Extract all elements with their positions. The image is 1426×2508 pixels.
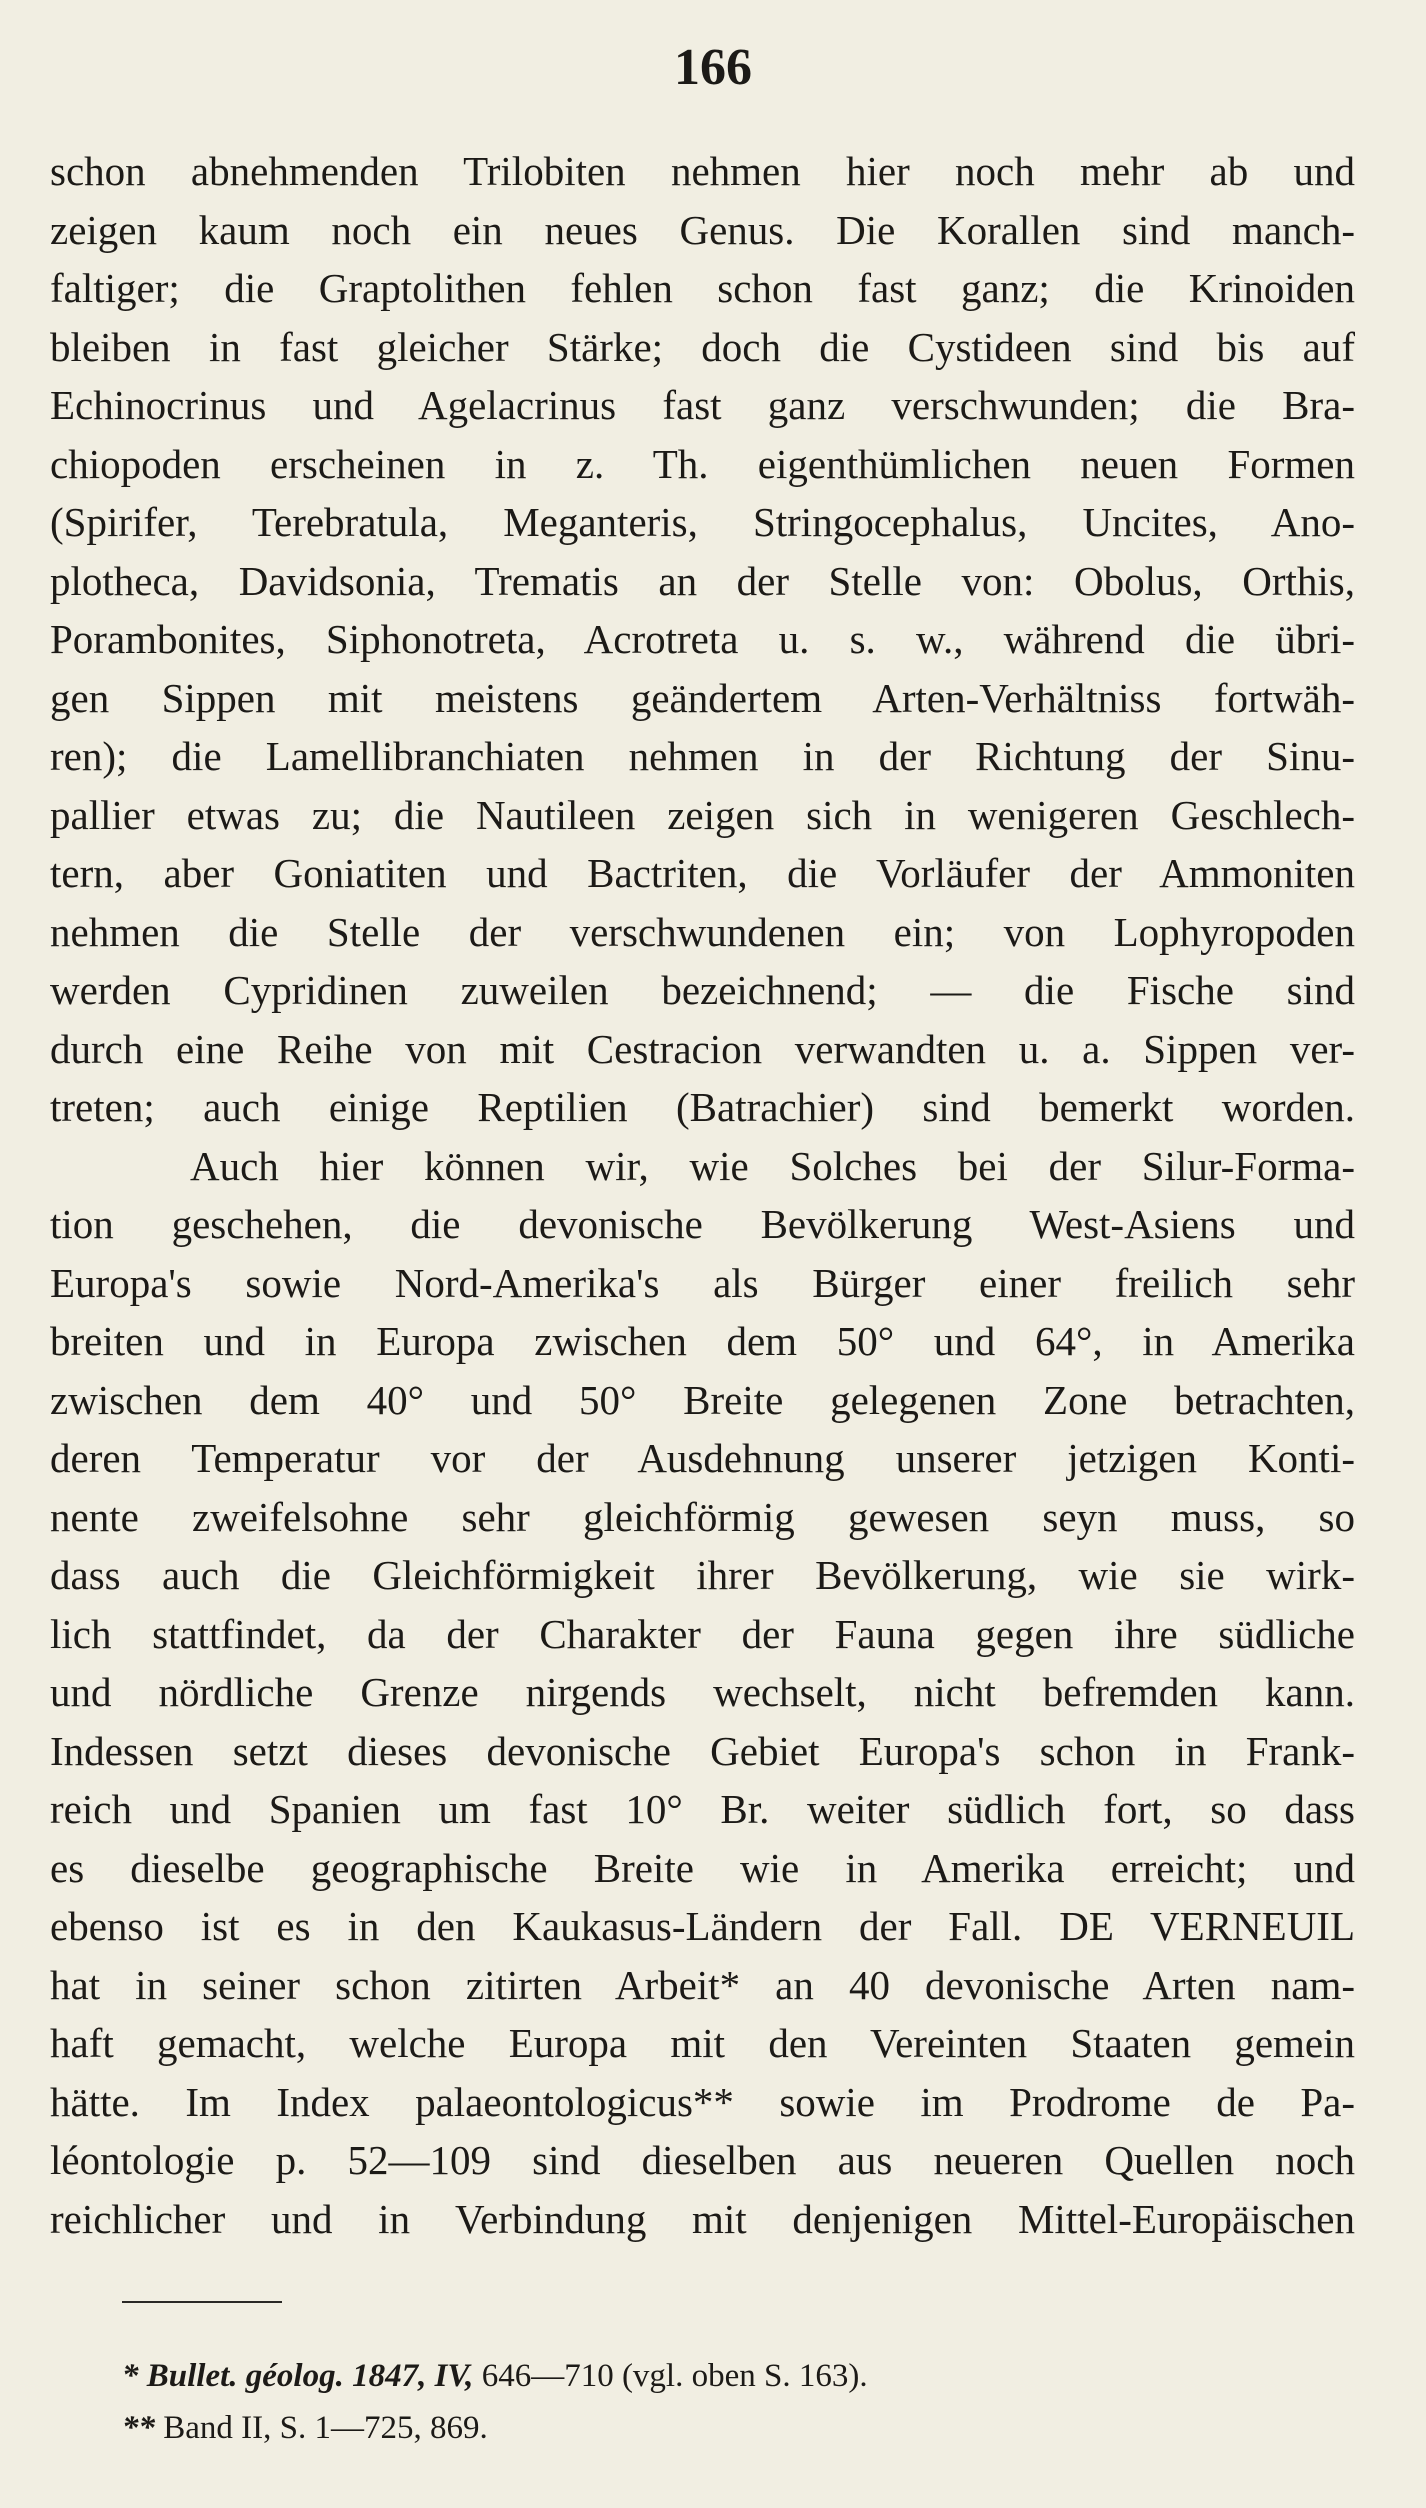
footnote-source: Bullet. géolog. 1847, IV,: [146, 2358, 474, 2394]
footnote-text: 646—710 (vgl. oben S. 163).: [473, 2358, 868, 2394]
text-line: bleiben in fast gleicher Stärke; doch die Cystideen sind bis auf: [50, 323, 1355, 370]
text-line: Auch hier können wir, wie Solches bei der Silur-Forma-: [190, 1142, 1355, 1189]
text-line: lich stattfindet, da der Charakter der Fauna gegen ihre südliche: [50, 1610, 1355, 1657]
text-line: nehmen die Stelle der verschwundenen ein; von Lophyropoden: [50, 908, 1355, 955]
text-line: ebenso ist es in den Kaukasus-Ländern der Fall. DE VERNEUIL: [50, 1903, 1355, 1949]
text-line: und nördliche Grenze nirgends wechselt, nicht befremden kann.: [50, 1669, 1355, 1715]
text-line: (Spirifer, Terebratula, Meganteris, Stringocephalus, Uncites, Ano-: [50, 499, 1355, 545]
text-line: deren Temperatur vor der Ausdehnung unserer jetzigen Konti-: [50, 1435, 1355, 1481]
text-line: ren); die Lamellibranchiaten nehmen in der Richtung der Sinu-: [50, 733, 1355, 779]
text-line: Indessen setzt dieses devonische Gebiet Europa's schon in Frank-: [50, 1727, 1355, 1774]
text-line: treten; auch einige Reptilien (Batrachier) sind bemerkt worden.: [50, 1084, 1355, 1130]
text-line: Echinocrinus und Agelacrinus fast ganz verschwunden; die Bra-: [50, 382, 1355, 428]
text-line: chiopoden erscheinen in z. Th. eigenthümlichen neuen Formen: [50, 440, 1355, 487]
text-line: tern, aber Goniatiten und Bactriten, die Vorläufer der Ammoniten: [50, 850, 1355, 896]
text-line: zwischen dem 40° und 50° Breite gelegenen Zone betrachten,: [50, 1376, 1355, 1423]
text-line: plotheca, Davidsonia, Trematis an der Stelle von: Obolus, Orthis,: [50, 557, 1355, 604]
footnote-text: Band II, S. 1—725, 869.: [163, 2410, 488, 2446]
text-line: faltiger; die Graptolithen fehlen schon fast ganz; die Krinoiden: [50, 265, 1355, 311]
text-line: léontologie p. 52—109 sind dieselben aus neueren Quellen noch: [50, 2137, 1355, 2183]
footnote-mark: *: [122, 2358, 139, 2394]
footnote: [122, 2350, 1222, 2402]
footnotes: [122, 2350, 1222, 2454]
text-line: reichlicher und in Verbindung mit denjenigen Mittel-Europäischen: [50, 2195, 1355, 2242]
text-line: es dieselbe geographische Breite wie in Amerika erreicht; und: [50, 1844, 1355, 1891]
footnote-separator: [122, 2301, 282, 2303]
text-line: Europa's sowie Nord-Amerika's als Bürger einer freilich sehr: [50, 1259, 1355, 1306]
text-line: pallier etwas zu; die Nautileen zeigen sich in wenigeren Geschlech-: [50, 791, 1355, 838]
text-line: breiten und in Europa zwischen dem 50° und 64°, in Amerika: [50, 1318, 1355, 1364]
text-line: hätte. Im Index palaeontologicus** sowie im Prodrome de Pa-: [50, 2078, 1355, 2125]
text-line: gen Sippen mit meistens geändertem Arten-Verhältniss fortwäh-: [50, 674, 1355, 721]
footnote: [122, 2402, 1222, 2454]
text-line: Porambonites, Siphonotreta, Acrotreta u. s. w., während die übri-: [50, 616, 1355, 662]
text-line: schon abnehmenden Trilobiten nehmen hier noch mehr ab und: [50, 148, 1355, 194]
text-line: haft gemacht, welche Europa mit den Vereinten Staaten gemein: [50, 2020, 1355, 2066]
text-line: dass auch die Gleichförmigkeit ihrer Bevölkerung, wie sie wirk-: [50, 1552, 1355, 1598]
text-line: zeigen kaum noch ein neues Genus. Die Korallen sind manch-: [50, 206, 1355, 253]
text-line: nente zweifelsohne sehr gleichförmig gewesen seyn muss, so: [50, 1493, 1355, 1540]
footnote-mark: **: [122, 2410, 155, 2446]
text-line: reich und Spanien um fast 10° Br. weiter südlich fort, so dass: [50, 1786, 1355, 1832]
page-number: 166: [674, 39, 752, 96]
text-line: durch eine Reihe von mit Cestracion verwandten u. a. Sippen ver-: [50, 1025, 1355, 1072]
text-line: hat in seiner schon zitirten Arbeit* an 40 devonische Arten nam-: [50, 1961, 1355, 2008]
text-line: werden Cypridinen zuweilen bezeichnend; — die Fische sind: [50, 967, 1355, 1013]
text-line: tion geschehen, die devonische Bevölkerung West-Asiens und: [50, 1201, 1355, 1247]
body-text: [50, 142, 1355, 2248]
